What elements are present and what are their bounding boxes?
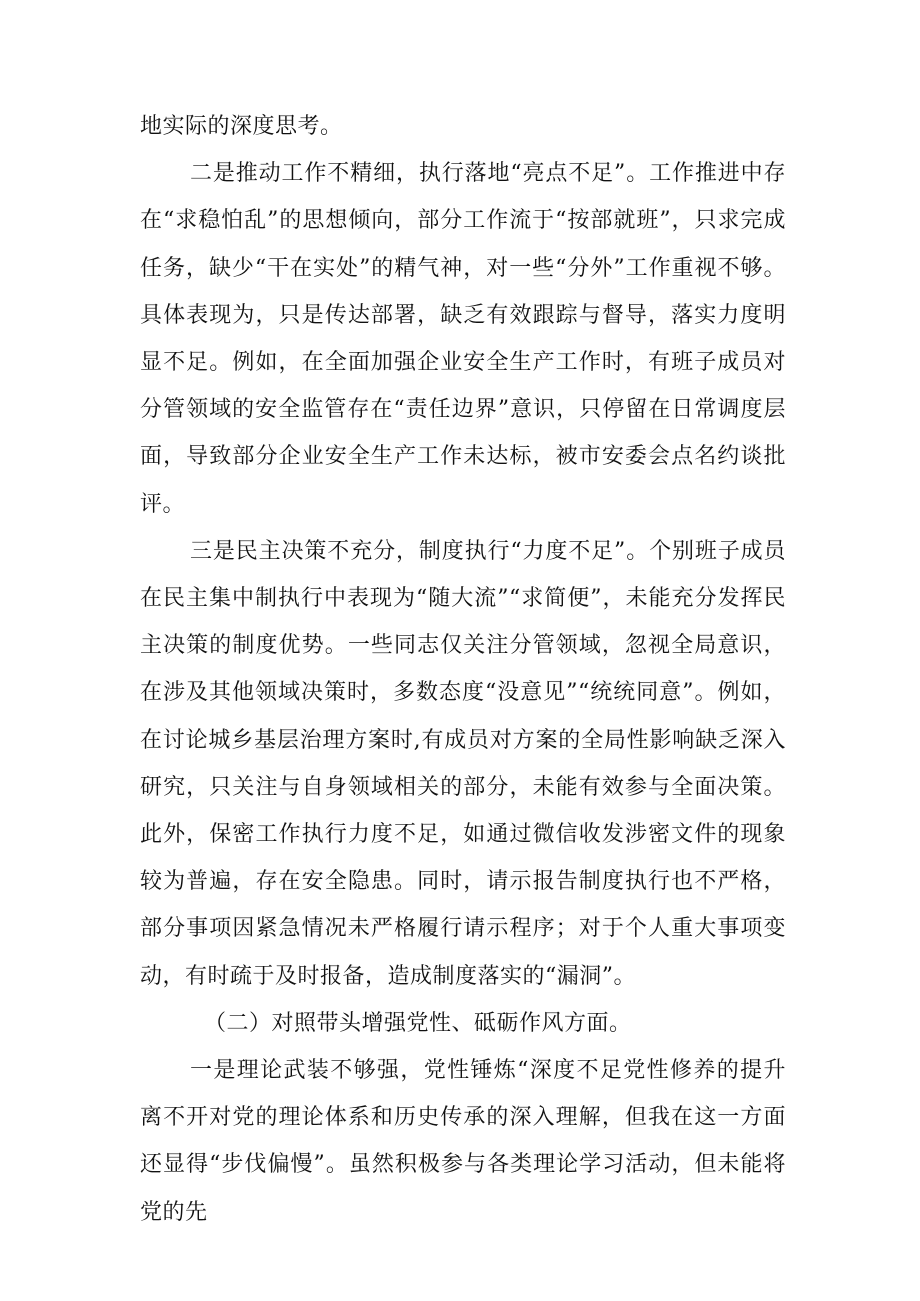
section-heading: （二）对照带头增强党性、砥砺作风方面。 bbox=[204, 1010, 632, 1036]
paragraph-democratic-decision: 三是民主决策不充分，制度执行“力度不足”。个别班子成员在民主集中制执行中表现为“随大流”“求简便”，未能充分发挥民主决策的制度优势。一些同志仅关注分管领域，忽视全局意识，在涉及其他领域决策时，多数态度“没意见”“统统同意”。例如，在讨论城乡基层治理方案时,有成员对方案的全局性影响缺乏深入研究，只关注与自身领域相关的部分，未能有效参与全面决策。此外，保密工作执行力度不足，如通过微信收发涉密文件的现象较为普遍，存在安全隐患。同时，请示报告制度执行也不严格，部分事项因紧急情况未严格履行请示程序；对于个人重大事项变动，有时疏于及时报备，造成制度落实的“漏洞”。 bbox=[140, 538, 786, 989]
document-page bbox=[140, 103, 786, 1236]
paragraph-theory-armament: 一是理论武装不够强，党性锤炼“深度不足党性修养的提升离不开对党的理论体系和历史传承的深入理解，但我在这一方面还显得“步伐偏慢”。虽然积极参与各类理论学习活动，但未能将党的先 bbox=[140, 1058, 786, 1225]
paragraph-work-not-refined: 二是推动工作不精细，执行落地“亮点不足”。工作推进中存在“求稳怕乱”的思想倾向，部分工作流于“按部就班”，只求完成任务，缺少“干在实处”的精气神，对一些“分外”工作重视不够。具体表现为，只是传达部署，缺乏有效跟踪与督导，落实力度明显不足。例如，在全面加强企业安全生产工作时，有班子成员对分管领域的安全监管存在“责任边界”意识，只停留在日常调度层面，导致部分企业安全生产工作未达标，被市安委会点名约谈批评。 bbox=[140, 161, 786, 517]
paragraph-continuation: 地实际的深度思考。 bbox=[140, 114, 343, 139]
